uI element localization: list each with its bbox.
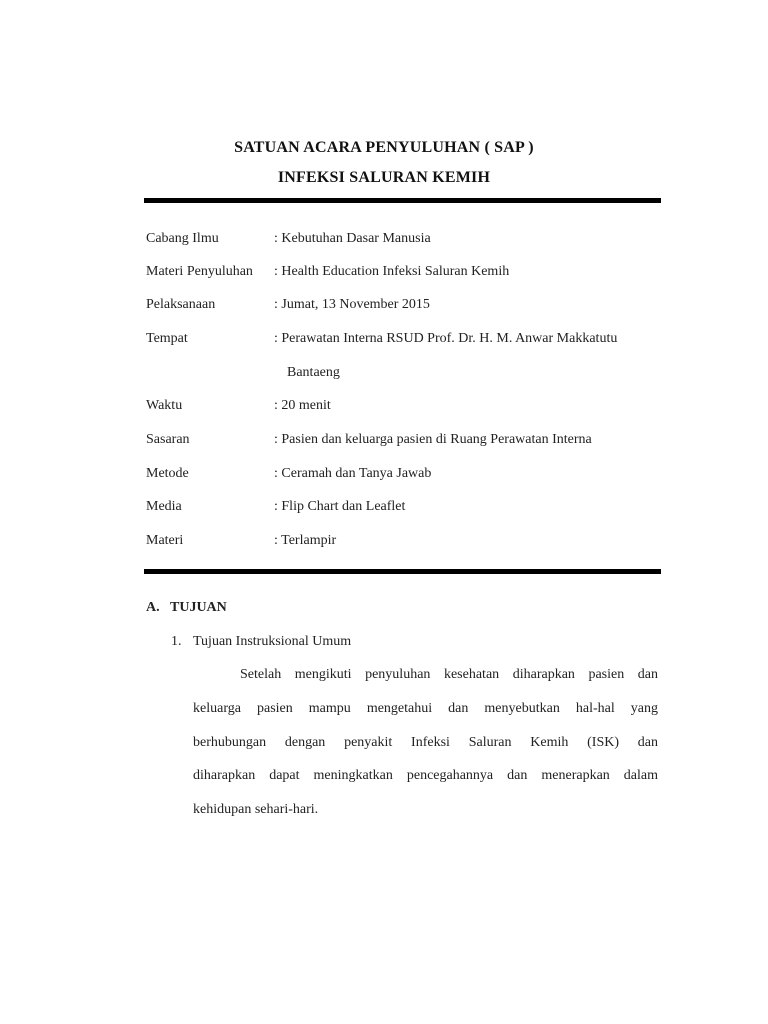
info-value-cabang-ilmu: : Kebutuhan Dasar Manusia: [274, 231, 431, 246]
info-label-cabang-ilmu: Cabang Ilmu: [146, 231, 219, 246]
subsection-number: 1.: [171, 634, 182, 649]
document-title-line1: SATUAN ACARA PENYULUHAN ( SAP ): [234, 139, 534, 156]
document-title-line2: INFEKSI SALURAN KEMIH: [277, 169, 491, 186]
bottom-divider: [144, 569, 661, 574]
subsection-tujuan-umum: [171, 634, 351, 650]
info-value-media: : Flip Chart dan Leaflet: [274, 499, 406, 514]
info-label-waktu: Waktu: [146, 398, 183, 413]
info-label-pelaksanaan: Pelaksanaan: [146, 297, 216, 312]
info-value-metode: : Ceramah dan Tanya Jawab: [274, 466, 432, 481]
section-letter: A.: [146, 600, 160, 615]
info-value-materi-penyuluhan: : Health Education Infeksi Saluran Kemih: [274, 264, 510, 279]
subsection-title: Tujuan Instruksional Umum: [193, 634, 352, 649]
paragraph-line: diharapkan dapat meningkatkan pencegahannya dan menerapkan dalam: [193, 768, 658, 783]
info-value-sasaran: : Pasien dan keluarga pasien di Ruang Perawatan Interna: [274, 432, 592, 447]
paragraph-line: berhubungan dengan penyakit Infeksi Saluran Kemih (ISK) dan: [193, 735, 658, 750]
paragraph-line: kehidupan sehari-hari.: [193, 802, 319, 817]
info-value-tempat: : Perawatan Interna RSUD Prof. Dr. H. M. Anwar Makkatutu: [274, 331, 618, 346]
info-label-tempat: Tempat: [146, 331, 188, 346]
info-label-materi: Materi: [146, 533, 184, 548]
info-label-media: Media: [146, 499, 182, 514]
top-divider: [144, 198, 661, 203]
info-value-pelaksanaan: : Jumat, 13 November 2015: [274, 297, 430, 312]
section-heading-tujuan: [146, 600, 227, 616]
info-label-sasaran: Sasaran: [146, 432, 190, 447]
section-heading-text: TUJUAN: [170, 600, 227, 615]
info-label-metode: Metode: [146, 466, 189, 481]
info-value-waktu: : 20 menit: [274, 398, 331, 413]
paragraph-line: Setelah mengikuti penyuluhan kesehatan diharapkan pasien dan: [240, 667, 658, 682]
info-value-tempat-continued: Bantaeng: [287, 365, 340, 380]
paragraph-line: keluarga pasien mampu mengetahui dan menyebutkan hal-hal yang: [193, 701, 658, 716]
info-label-materi-penyuluhan: Materi Penyuluhan: [146, 264, 253, 279]
info-value-materi: : Terlampir: [274, 533, 337, 548]
